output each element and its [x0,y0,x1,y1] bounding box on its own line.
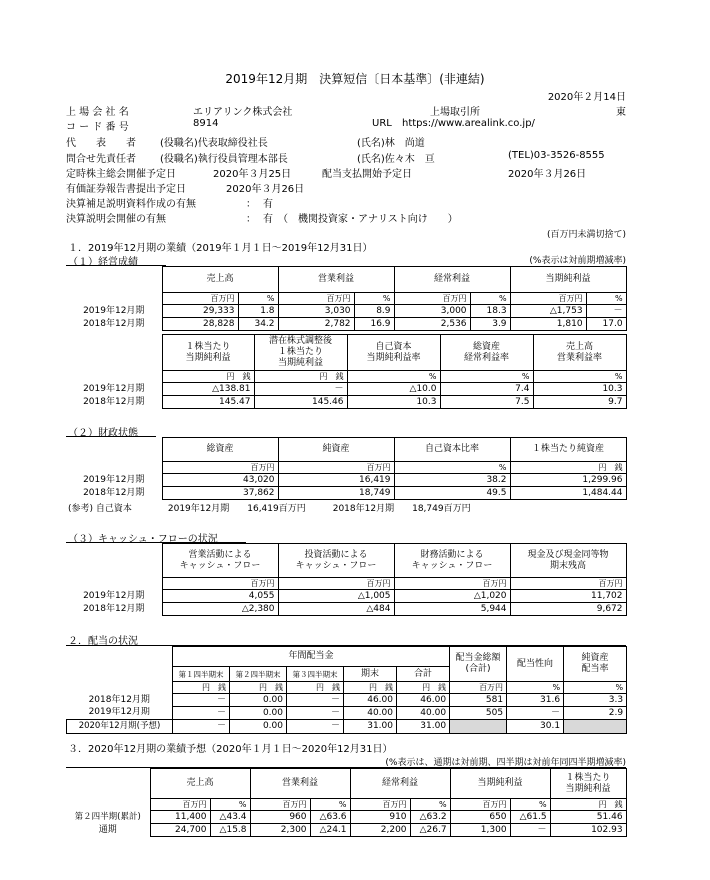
col-header: 総資産 [162,438,278,462]
data-cell: 0.00 [230,694,287,707]
data-cell: 11,400 [150,811,210,824]
unit-cell: % [410,799,450,811]
data-cell: 2,536 [394,318,470,331]
data-cell: 9.7 [533,396,626,409]
briefing-value: 有 （ 機関投資家・アナリスト向け ） [263,214,458,225]
data-cell: 40.00 [397,707,450,720]
col-header: １株当たり 当期純利益 [162,335,254,371]
unit-cell: 円 銭 [344,682,397,694]
col-header: 配当性向 [507,647,564,682]
unit-cell: 円 銭 [230,682,287,694]
data-cell: 3.9 [470,318,510,331]
data-cell: △26.7 [410,824,450,837]
data-cell: △1,753 [510,305,586,318]
data-cell: 1,300 [450,824,510,837]
data-cell: 16,419 [278,474,394,487]
col-header: 投資活動による キャッシュ・フロー [278,544,394,578]
unit-cell: 円 銭 [287,682,344,694]
data-cell: 7.5 [440,396,533,409]
forecast-table [66,768,627,837]
briefing-label: 決算説明会開催の有無 [66,214,166,225]
data-cell: 31.6 [507,694,564,707]
section5-note: (%表示は、通期は対前期、四半期は対前年同四半期増減率) [385,758,626,768]
unit-cell: % [347,371,440,383]
data-cell: 1,299.96 [510,474,626,487]
contact-title: (役職名)執行役員管理本部長 [160,154,288,165]
section5-title: ３．2020年12月期の業績予想（2020年１月１日～2020年12月31日） [68,744,393,755]
col-header: 営業活動による キャッシュ・フロー [162,544,278,578]
unit-cell: 百万円 [162,293,238,305]
data-cell: 51.46 [550,811,626,824]
data-cell: 960 [250,811,310,824]
data-cell: 4,055 [162,590,278,603]
unit-cell: 円 銭 [510,462,626,474]
unit-cell: 百万円 [278,578,394,590]
unit-cell: 百万円 [250,799,310,811]
unit-cell: % [510,799,550,811]
cash-flow-table [66,543,627,616]
data-cell: △15.8 [210,824,250,837]
data-cell: 43,020 [162,474,278,487]
data-cell: － [287,707,344,720]
company-name: エリアリンク株式会社 [193,107,293,118]
data-cell: 46.00 [397,694,450,707]
data-cell: 145.47 [162,396,254,409]
unit-cell: % [470,293,510,305]
data-cell: △43.4 [210,811,250,824]
data-cell: 31.00 [397,720,450,734]
data-cell: 0.00 [230,720,287,734]
section3-title: （３）キャッシュ・フローの状況 [68,534,218,545]
unit-cell: 百万円 [278,293,354,305]
data-cell: 11,702 [510,590,626,603]
rounding-note: (百万円未満切捨て) [546,230,626,240]
data-cell: － [287,694,344,707]
row-label: 2019年12月期 [83,305,145,316]
unit-cell: % [507,682,564,694]
data-cell: 10.3 [347,396,440,409]
row-label: 2018年12月期 [83,396,145,407]
unit-cell: 百万円 [394,578,510,590]
col-header: １株当たり純資産 [510,438,626,462]
col-header: 潜在株式調整後 １株当たり 当期純利益 [254,335,347,371]
col-header: 売上高 [150,769,250,799]
unit-cell: % [238,293,278,305]
data-cell: 1,810 [510,318,586,331]
data-cell: 18.3 [470,305,510,318]
data-cell: 46.00 [344,694,397,707]
exchange-label: 上場取引所 [430,107,480,118]
data-cell: 2.9 [564,707,627,720]
col-header: 期末 [344,667,397,682]
data-cell: － [173,694,230,707]
row-label: 2019年12月期 [88,707,150,718]
per-share-table [66,334,627,409]
data-cell: 910 [350,811,410,824]
unit-cell: % [586,293,626,305]
release-date: 2020年２月14日 [547,92,626,103]
col-header: 経常利益 [394,267,510,293]
data-cell: 37,862 [162,487,278,500]
supplement-label: 決算補足説明資料作成の有無 [66,199,196,210]
row-label: 2020年12月期(予想) [67,720,173,734]
data-cell: △1,005 [278,590,394,603]
data-cell: 7.4 [440,383,533,396]
col-header: 純資産 [278,438,394,462]
section1-subtitle: （１）経営成績 [68,257,138,268]
col-header: 第１四半期末 [173,667,230,682]
dividend-start-label: 配当支払開始予定日 [322,169,412,180]
data-cell: △138.81 [162,383,254,396]
representative-name: (氏名)林 尚道 [357,138,425,149]
row-label: 2018年12月期 [83,487,145,498]
col-header: 第２四半期末 [230,667,287,682]
data-cell: － [507,707,564,720]
col-header: 総資産 経常利益率 [440,335,533,371]
data-cell: 34.2 [238,318,278,331]
data-cell: 17.0 [586,318,626,331]
data-cell: 28,828 [162,318,238,331]
report-date: 2020年３月26日 [226,184,305,195]
document-title: 2019年12月期 決算短信〔日本基準〕(非連結) [225,72,485,86]
data-cell: 1.8 [238,305,278,318]
col-header: 第３四半期末 [287,667,344,682]
col-header: 売上高 [162,267,278,293]
data-cell: △2,380 [162,603,278,616]
data-cell: 650 [450,811,510,824]
data-cell: 581 [450,694,507,707]
report-label: 有価証券報告書提出予定日 [66,184,186,195]
code-label: コ ー ド 番 号 [66,122,129,133]
unit-cell: 百万円 [394,293,470,305]
col-header: １株当たり 当期純利益 [550,769,626,799]
section2-title: （２）財政状態 [68,428,138,439]
dividend-table [66,646,627,734]
data-cell: 5,944 [394,603,510,616]
col-header: 営業利益 [250,769,350,799]
unit-cell: 百万円 [350,799,410,811]
representative-title: (役職名)代表取締役社長 [160,138,268,149]
data-cell: △61.5 [510,811,550,824]
data-cell: △24.1 [310,824,350,837]
unit-cell: % [533,371,626,383]
unit-cell: % [564,682,627,694]
data-cell: 38.2 [394,474,510,487]
equity-reference: (参考) 自己資本 2019年12月期 16,419百万円 2018年12月期 18,749百万円 [68,504,471,514]
briefing-colon: ： [246,214,256,225]
data-cell: 40.00 [344,707,397,720]
company-label: 上 場 会 社 名 [66,107,129,118]
data-cell: － [173,707,230,720]
data-cell: － [287,720,344,734]
col-header: 合計 [397,667,450,682]
data-cell: 30.1 [507,720,564,734]
data-cell: 1,484.44 [510,487,626,500]
data-cell: △63.2 [410,811,450,824]
unit-cell: 円 銭 [173,682,230,694]
data-cell: 3,030 [278,305,354,318]
section1-note: (%表示は対前期増減率) [529,256,626,266]
data-cell: △484 [278,603,394,616]
contact-tel: (TEL)03-3526-8555 [508,150,605,161]
data-cell: △63.6 [310,811,350,824]
row-label: 2018年12月期 [83,603,145,614]
unit-cell: 百万円 [510,293,586,305]
row-label: 2019年12月期 [83,590,145,601]
data-cell: 0.00 [230,707,287,720]
unit-cell: 円 銭 [254,371,347,383]
col-header: 自己資本 当期純利益率 [347,335,440,371]
col-header: 財務活動による キャッシュ・フロー [394,544,510,578]
col-header: 当期純利益 [450,769,550,799]
col-header: 現金及び現金同等物 期末残高 [510,544,626,578]
unit-cell: % [354,293,394,305]
contact-label: 問合せ先責任者 [66,154,136,165]
unit-cell: 円 銭 [397,682,450,694]
data-cell: 31.00 [344,720,397,734]
data-cell: － [510,824,550,837]
row-label: 2019年12月期 [83,383,145,394]
data-cell: 9,672 [510,603,626,616]
dividend-start-date: 2020年３月26日 [508,169,587,180]
data-cell: △1,020 [394,590,510,603]
code-value: 8914 [193,118,219,129]
data-cell: 102.93 [550,824,626,837]
representative-label: 代 表 者 [66,138,136,149]
data-cell: △10.0 [347,383,440,396]
data-cell: 2,200 [350,824,410,837]
row-label: 通期 [98,824,117,835]
data-cell: 505 [450,707,507,720]
supplement-value: 有 [263,199,273,210]
data-cell: － [586,305,626,318]
row-label: 第２四半期(累計) [74,811,141,822]
row-label: 2018年12月期 [88,694,150,705]
data-cell: 16.9 [354,318,394,331]
unit-cell: % [310,799,350,811]
contact-name: (氏名)佐々木 亘 [357,154,435,165]
unit-cell: 円 銭 [550,799,626,811]
unit-cell: 円 銭 [162,371,254,383]
col-header: 経常利益 [350,769,450,799]
row-label: 2019年12月期 [83,474,145,485]
data-cell: 2,782 [278,318,354,331]
unit-cell: 百万円 [510,578,626,590]
data-cell: － [173,720,230,734]
shaded-cell [564,720,627,734]
data-cell: 2,300 [250,824,310,837]
shaded-cell [450,720,507,734]
unit-cell: % [440,371,533,383]
unit-cell: 百万円 [450,682,507,694]
data-cell: 10.3 [533,383,626,396]
unit-cell: 百万円 [162,578,278,590]
exchange-value: 東 [616,107,626,118]
col-header: 営業利益 [278,267,394,293]
supplement-colon: ： [246,199,256,210]
section4-title: ２．配当の状況 [68,636,138,647]
url-label: URL [372,118,392,129]
data-cell: 29,333 [162,305,238,318]
unit-cell: 百万円 [278,462,394,474]
data-cell: 18,749 [278,487,394,500]
section1-title: １．2019年12月期の業績（2019年１月１日～2019年12月31日） [68,243,373,254]
data-cell: 49.5 [394,487,510,500]
data-cell: 3,000 [394,305,470,318]
data-cell: 24,700 [150,824,210,837]
data-cell: 145.46 [254,396,347,409]
company-url[interactable]: https://www.arealink.co.jp/ [402,118,535,129]
financial-position-table [66,437,627,500]
annual-dividend-header: 年間配当金 [173,647,450,667]
unit-cell: 百万円 [150,799,210,811]
data-cell: 3.3 [564,694,627,707]
col-header: 売上高 営業利益率 [533,335,626,371]
row-label: 2018年12月期 [83,318,145,329]
col-header: 配当金総額 (合計) [450,647,507,682]
agm-date: 2020年３月25日 [213,169,292,180]
unit-cell: 百万円 [162,462,278,474]
col-header: 自己資本比率 [394,438,510,462]
data-cell: 8.9 [354,305,394,318]
unit-cell: % [210,799,250,811]
col-header: 純資産 配当率 [564,647,627,682]
unit-cell: % [394,462,510,474]
data-cell: － [254,383,347,396]
agm-label: 定時株主総会開催予定日 [66,169,176,180]
unit-cell: 百万円 [450,799,510,811]
operating-results-table [66,266,627,331]
col-header: 当期純利益 [510,267,626,293]
